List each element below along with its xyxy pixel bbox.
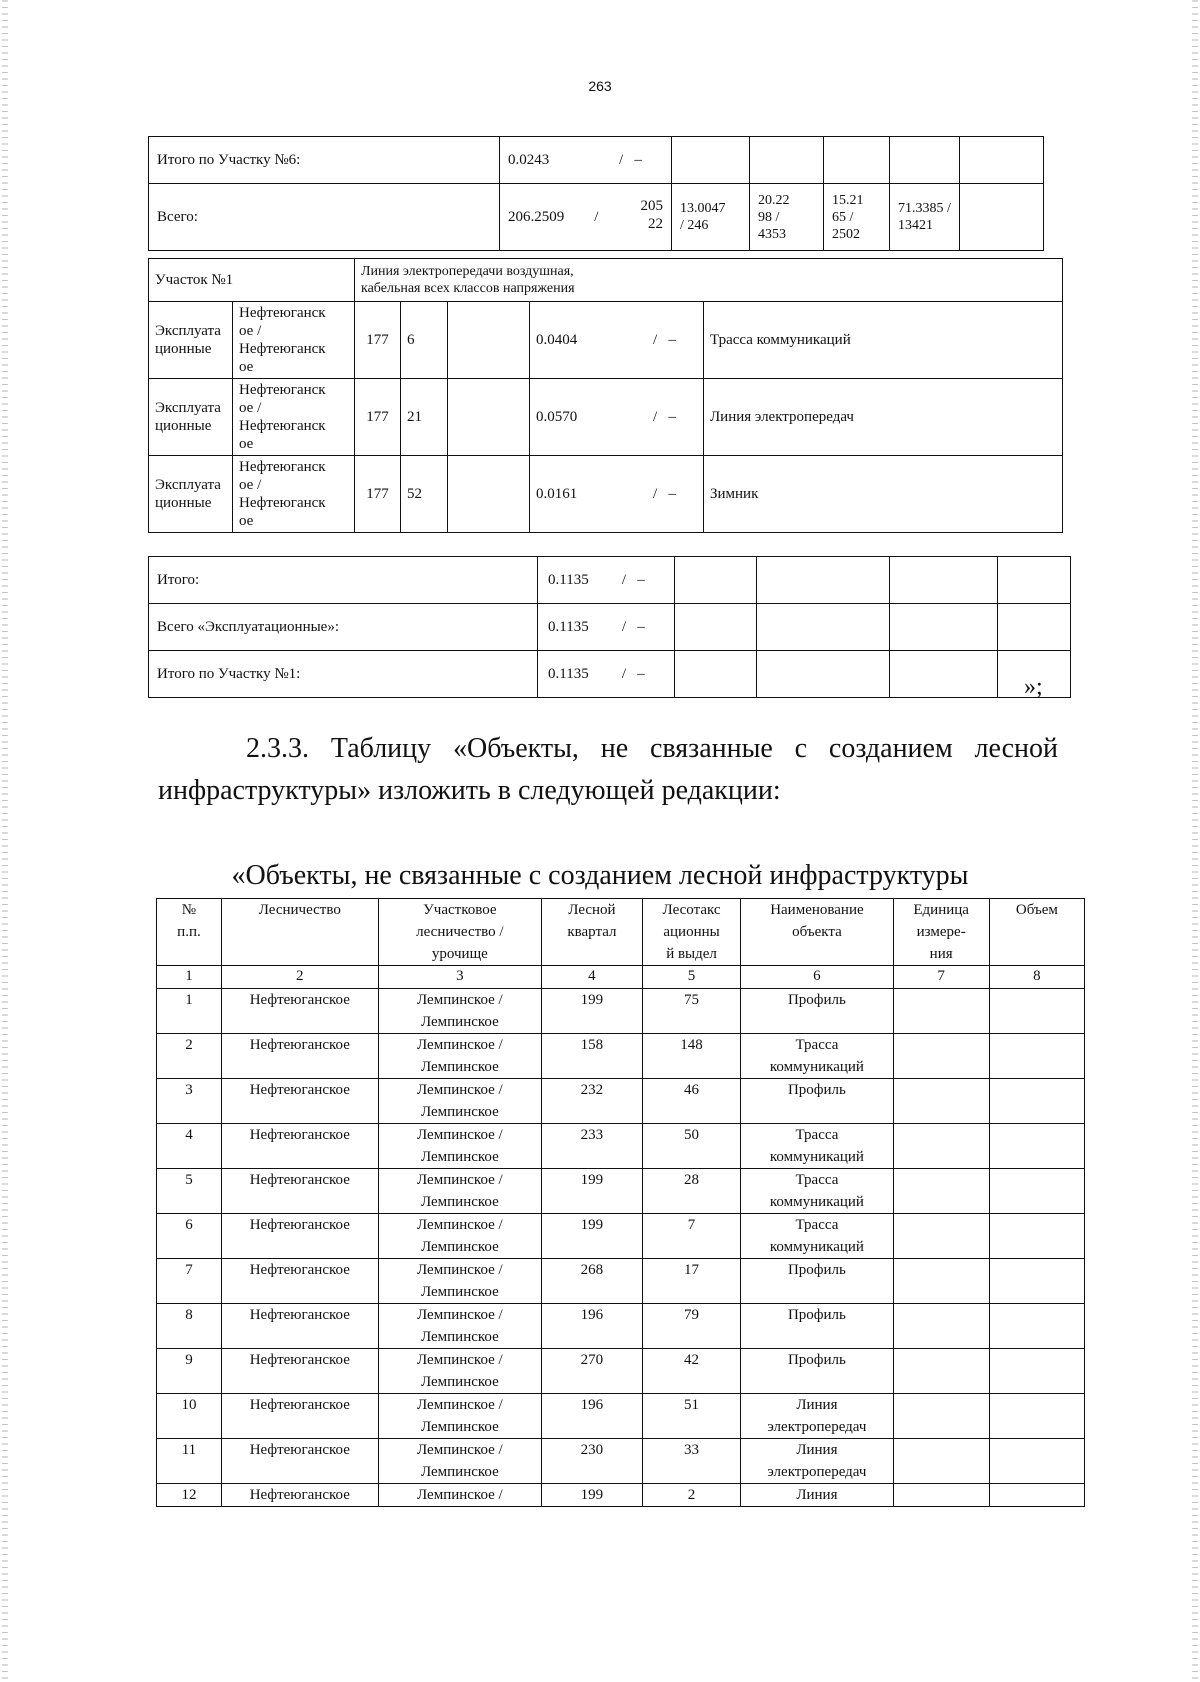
quarter: 199 — [542, 1214, 643, 1259]
column-header: Лесной квартал — [542, 899, 643, 966]
unit — [893, 1349, 989, 1394]
object-name: Линия электропередач — [741, 1439, 893, 1484]
value-cell — [750, 137, 824, 184]
value-cell: 71.3385 / 13421 — [890, 184, 960, 251]
unit — [893, 1124, 989, 1169]
area-value: 0.1135 — [548, 572, 589, 588]
volume — [989, 1349, 1084, 1394]
area-value: 0.0404 — [536, 332, 578, 348]
object-name: Профиль — [741, 1259, 893, 1304]
volume — [989, 1079, 1084, 1124]
empty-cell — [890, 604, 998, 651]
table-row — [149, 456, 1063, 533]
page-number: 263 — [588, 78, 612, 94]
area-value: 0.0161 — [536, 486, 578, 502]
district: Лемпинское / Лемпинское — [378, 989, 541, 1034]
table-row — [157, 1394, 1085, 1439]
quarter: 270 — [542, 1349, 643, 1394]
table-row — [157, 1034, 1085, 1079]
district: Лемпинское / Лемпинское — [378, 1394, 541, 1439]
column-number: 5 — [642, 966, 741, 989]
forestry: Нефтеюганское — [221, 1034, 378, 1079]
section-header-row — [149, 259, 1063, 302]
object-name: Трасса коммуникаций — [741, 1034, 893, 1079]
object-name: Трасса коммуникаций — [704, 302, 1063, 379]
table-row — [149, 379, 1063, 456]
plot: 42 — [642, 1349, 741, 1394]
empty-cell — [756, 651, 890, 698]
plot: 28 — [642, 1169, 741, 1214]
value-cell: 20.22 98 / 4353 — [750, 184, 824, 251]
usage-type: Эксплуата ционные — [149, 456, 233, 533]
value-cell — [890, 137, 960, 184]
quarter: 199 — [542, 1169, 643, 1214]
quarter: 177 — [355, 379, 401, 456]
column-number: 4 — [542, 966, 643, 989]
forestry: Нефтеюганск ое / Нефтеюганск ое — [233, 302, 355, 379]
forestry: Нефтеюганское — [221, 989, 378, 1034]
row-number: 9 — [157, 1349, 222, 1394]
row-number: 10 — [157, 1394, 222, 1439]
district: Лемпинское / Лемпинское — [378, 1034, 541, 1079]
objects-table — [156, 898, 1085, 1507]
area-value: 0.0570 — [536, 409, 578, 425]
plot: 51 — [642, 1394, 741, 1439]
district: Лемпинское / Лемпинское — [378, 1439, 541, 1484]
empty-cell — [674, 604, 756, 651]
quarter: 232 — [542, 1079, 643, 1124]
row-number: 2 — [157, 1034, 222, 1079]
table-row — [157, 1349, 1085, 1394]
table-row — [149, 137, 1044, 184]
district: Лемпинское / — [378, 1484, 541, 1507]
section-1-table — [148, 258, 1063, 533]
quarter: 158 — [542, 1034, 643, 1079]
district: Лемпинское / Лемпинское — [378, 1304, 541, 1349]
volume — [989, 1394, 1084, 1439]
value-cell: 13.0047 / 246 — [672, 184, 750, 251]
plot: 2 — [642, 1484, 741, 1507]
row-number: 11 — [157, 1439, 222, 1484]
section-1-totals-table — [148, 556, 1071, 698]
volume — [989, 1259, 1084, 1304]
quarter: 268 — [542, 1259, 643, 1304]
column-number: 2 — [221, 966, 378, 989]
unit — [893, 1259, 989, 1304]
closing-quote: »; — [1024, 674, 1043, 700]
forestry: Нефтеюганское — [221, 1304, 378, 1349]
usage-type: Эксплуата ционные — [149, 379, 233, 456]
plot: 52 — [401, 456, 448, 533]
volume — [989, 1169, 1084, 1214]
quarter: 177 — [355, 302, 401, 379]
column-number: 7 — [893, 966, 989, 989]
column-header: Участковое лесничество / урочище — [378, 899, 541, 966]
forestry: Нефтеюганское — [221, 1259, 378, 1304]
volume — [989, 1484, 1084, 1507]
quarter: 230 — [542, 1439, 643, 1484]
site-totals-table — [148, 136, 1044, 251]
column-number: 3 — [378, 966, 541, 989]
district: Лемпинское / Лемпинское — [378, 1169, 541, 1214]
row-number: 3 — [157, 1079, 222, 1124]
empty-cell — [960, 137, 1044, 184]
forestry: Нефтеюганское — [221, 1484, 378, 1507]
empty-cell — [674, 557, 756, 604]
table-row — [157, 1079, 1085, 1124]
object-name: Профиль — [741, 1349, 893, 1394]
count-value: 205 22 — [640, 198, 663, 232]
object-name: Линия электропередач — [704, 379, 1063, 456]
column-number-row — [157, 966, 1085, 989]
table-row — [157, 1124, 1085, 1169]
spacer-cell — [448, 379, 530, 456]
usage-type: Эксплуата ционные — [149, 302, 233, 379]
empty-cell — [998, 604, 1071, 651]
column-number: 6 — [741, 966, 893, 989]
empty-cell — [890, 651, 998, 698]
area-value: 0.1135 — [548, 666, 589, 682]
unit — [893, 1034, 989, 1079]
object-name: Трасса коммуникаций — [741, 1124, 893, 1169]
empty-cell — [890, 557, 998, 604]
district: Лемпинское / Лемпинское — [378, 1124, 541, 1169]
empty-cell — [756, 557, 890, 604]
volume — [989, 1439, 1084, 1484]
column-number: 8 — [989, 966, 1084, 989]
row-number: 12 — [157, 1484, 222, 1507]
area-cell — [530, 379, 704, 456]
plot: 79 — [642, 1304, 741, 1349]
row-number: 4 — [157, 1124, 222, 1169]
column-header: Единица измере- ния — [893, 899, 989, 966]
row-label: Всего: — [149, 184, 500, 251]
row-number: 8 — [157, 1304, 222, 1349]
table-row — [149, 651, 1071, 698]
unit — [893, 1214, 989, 1259]
table-row — [149, 557, 1071, 604]
count-value: / – — [621, 666, 645, 682]
district: Лемпинское / Лемпинское — [378, 1214, 541, 1259]
scan-edge-left — [2, 0, 8, 1682]
forestry: Нефтеюганское — [221, 1439, 378, 1484]
row-label: Итого по Участку №6: — [149, 137, 500, 184]
object-name: Профиль — [741, 989, 893, 1034]
plot: 148 — [642, 1034, 741, 1079]
section-label: Участок №1 — [149, 259, 355, 302]
area-value: 0.0243 — [508, 152, 550, 168]
plot: 21 — [401, 379, 448, 456]
volume — [989, 989, 1084, 1034]
column-header: Лесничество — [221, 899, 378, 966]
quarter: 233 — [542, 1124, 643, 1169]
table-row — [149, 302, 1063, 379]
quarter: 199 — [542, 989, 643, 1034]
row-label: Итого: — [149, 557, 538, 604]
empty-cell — [756, 604, 890, 651]
area-cell — [500, 184, 672, 251]
volume — [989, 1214, 1084, 1259]
object-name: Профиль — [741, 1079, 893, 1124]
table-row — [157, 1259, 1085, 1304]
row-number: 6 — [157, 1214, 222, 1259]
area-cell — [538, 651, 675, 698]
area-value: 0.1135 — [548, 619, 589, 635]
column-number: 1 — [157, 966, 222, 989]
object-name: Линия электропередач — [741, 1394, 893, 1439]
forestry: Нефтеюганское — [221, 1349, 378, 1394]
column-header: Объем — [989, 899, 1084, 966]
volume — [989, 1304, 1084, 1349]
header-row — [157, 899, 1085, 966]
area-cell — [530, 302, 704, 379]
unit — [893, 989, 989, 1034]
forestry: Нефтеюганское — [221, 1214, 378, 1259]
plot: 33 — [642, 1439, 741, 1484]
paragraph-line-1: 2.3.3. Таблицу «Объекты, не связанные с созданием лесной — [246, 733, 1058, 764]
row-number: 1 — [157, 989, 222, 1034]
unit — [893, 1079, 989, 1124]
paragraph-line-2: инфраструктуры» изложить в следующей редакции: — [158, 775, 781, 806]
count-value: / – — [653, 486, 676, 502]
table-row — [157, 1439, 1085, 1484]
scan-edge-right — [1192, 0, 1198, 1682]
table-row — [149, 184, 1044, 251]
forestry: Нефтеюганское — [221, 1169, 378, 1214]
plot: 46 — [642, 1079, 741, 1124]
area-cell — [500, 137, 672, 184]
district: Лемпинское / Лемпинское — [378, 1079, 541, 1124]
object-name: Трасса коммуникаций — [741, 1169, 893, 1214]
plot: 17 — [642, 1259, 741, 1304]
forestry: Нефтеюганское — [221, 1124, 378, 1169]
count-value: / – — [621, 572, 645, 588]
value-cell — [672, 137, 750, 184]
volume — [989, 1034, 1084, 1079]
unit — [893, 1304, 989, 1349]
column-header: № п.п. — [157, 899, 222, 966]
column-header: Наименование объекта — [741, 899, 893, 966]
count-value: / – — [653, 409, 676, 425]
plot: 7 — [642, 1214, 741, 1259]
table-row — [149, 604, 1071, 651]
area-cell — [538, 604, 675, 651]
count-value: / – — [619, 152, 642, 168]
row-number: 7 — [157, 1259, 222, 1304]
amendment-paragraph — [158, 728, 1058, 812]
spacer-cell — [448, 302, 530, 379]
count-value: / – — [621, 619, 645, 635]
forestry: Нефтеюганск ое / Нефтеюганск ое — [233, 456, 355, 533]
quarter: 196 — [542, 1394, 643, 1439]
empty-cell — [674, 651, 756, 698]
objects-table-title: «Объекты, не связанные с созданием лесной инфраструктуры — [231, 860, 969, 891]
row-label: Всего «Эксплуатационные»: — [149, 604, 538, 651]
forestry: Нефтеюганское — [221, 1394, 378, 1439]
plot: 75 — [642, 989, 741, 1034]
spacer-cell — [448, 456, 530, 533]
area-value: 206.2509 / — [508, 209, 599, 225]
empty-cell — [960, 184, 1044, 251]
column-header: Лесотакс ационны й выдел — [642, 899, 741, 966]
object-name: Трасса коммуникаций — [741, 1214, 893, 1259]
quarter: 199 — [542, 1484, 643, 1507]
quarter: 177 — [355, 456, 401, 533]
empty-cell — [998, 557, 1071, 604]
forestry: Нефтеюганск ое / Нефтеюганск ое — [233, 379, 355, 456]
object-name: Зимник — [704, 456, 1063, 533]
section-title: Линия электропередачи воздушная, кабельная всех классов напряжения — [355, 259, 1063, 302]
table-row — [157, 1484, 1085, 1507]
quarter: 196 — [542, 1304, 643, 1349]
count-value: / – — [653, 332, 676, 348]
table-row — [157, 1304, 1085, 1349]
value-cell — [824, 137, 890, 184]
unit — [893, 1169, 989, 1214]
row-label: Итого по Участку №1: — [149, 651, 538, 698]
forestry: Нефтеюганское — [221, 1079, 378, 1124]
table-row — [157, 1169, 1085, 1214]
unit — [893, 1394, 989, 1439]
district: Лемпинское / Лемпинское — [378, 1349, 541, 1394]
table-row — [157, 989, 1085, 1034]
area-cell — [538, 557, 675, 604]
volume — [989, 1124, 1084, 1169]
value-cell: 15.21 65 / 2502 — [824, 184, 890, 251]
table-row — [157, 1214, 1085, 1259]
row-number: 5 — [157, 1169, 222, 1214]
plot: 50 — [642, 1124, 741, 1169]
object-name: Профиль — [741, 1304, 893, 1349]
plot: 6 — [401, 302, 448, 379]
unit — [893, 1439, 989, 1484]
unit — [893, 1484, 989, 1507]
district: Лемпинское / Лемпинское — [378, 1259, 541, 1304]
area-cell — [530, 456, 704, 533]
object-name: Линия — [741, 1484, 893, 1507]
